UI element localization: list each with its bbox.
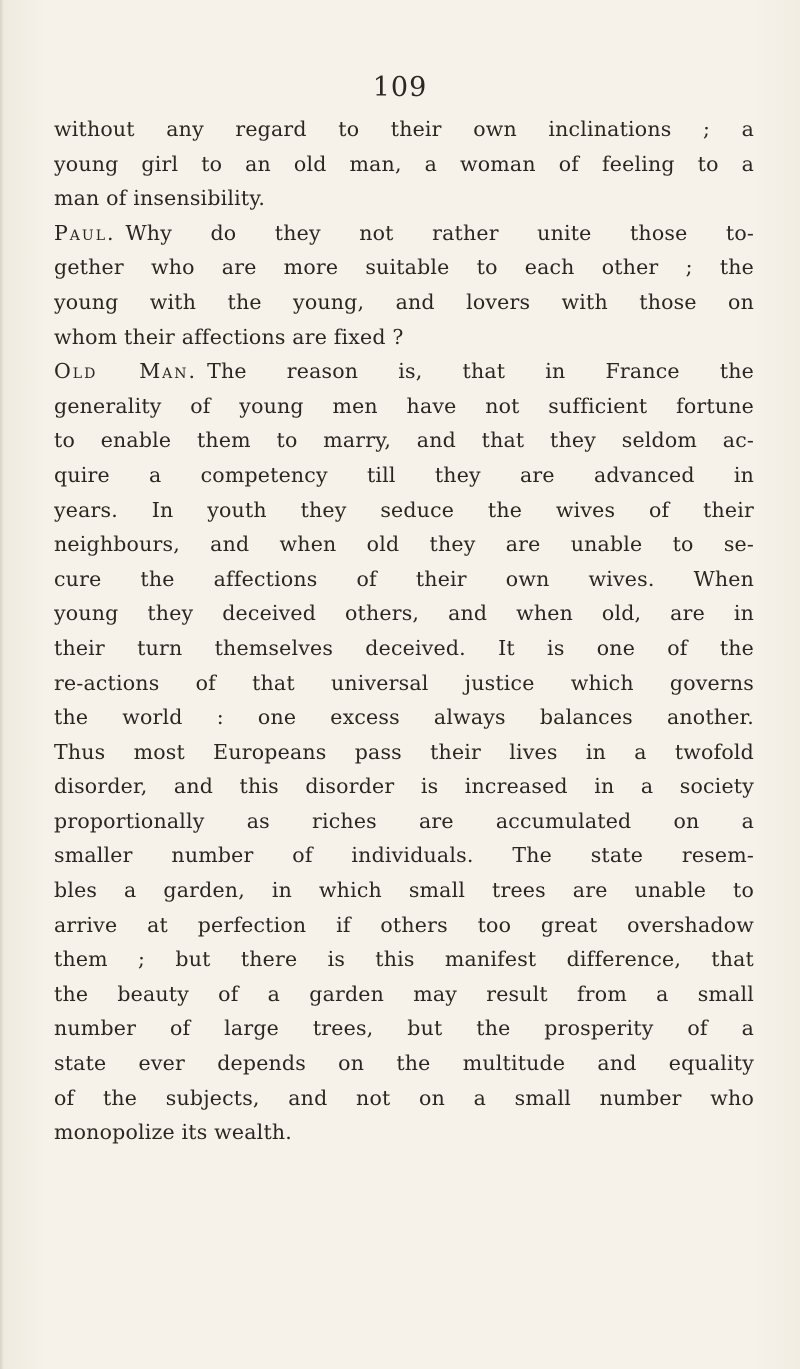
- text-line: their turn themselves deceived. It is one of the: [54, 635, 754, 660]
- speaker-name: Paul.: [54, 220, 116, 245]
- text-line: quire a competency till they are advanced in: [54, 462, 754, 487]
- text-line: without any regard to their own inclinations ; a: [54, 117, 754, 141]
- text-line: generality of young men have not sufficient fortune: [54, 393, 754, 418]
- line-text: The reason is, that in France the: [207, 359, 754, 384]
- speaker-name: Old Man.: [54, 359, 198, 384]
- text-line: of the subjects, and not on a small number who: [54, 1085, 754, 1110]
- line-text: Why do they not rather unite those to-: [125, 220, 754, 245]
- text-line: young with the young, and lovers with those on: [54, 289, 754, 314]
- text-line: gether who are more suitable to each other ; the: [54, 255, 754, 280]
- text-line: neighbours, and when old they are unable to se-: [54, 532, 754, 557]
- text-line: the world : one excess always balances another.: [54, 705, 754, 730]
- text-line: them ; but there is this manifest difference, that: [54, 947, 754, 972]
- body-text: [54, 112, 754, 1150]
- text-line: number of large trees, but the prosperity of a: [54, 1016, 754, 1041]
- text-line: proportionally as riches are accumulated on a: [54, 808, 754, 833]
- text-line: young girl to an old man, a woman of feeling to a: [54, 151, 754, 176]
- text-line: young they deceived others, and when old, are in: [54, 601, 754, 626]
- text-line: monopolize its wealth.: [54, 1120, 292, 1145]
- page-gutter: [0, 0, 4, 1369]
- page-number: 109: [372, 72, 428, 103]
- text-line: man of insensibility.: [54, 186, 266, 211]
- text-line: whom their affections are fixed ?: [54, 324, 404, 349]
- text-line: arrive at perfection if others too great overshadow: [54, 912, 754, 937]
- text-line: cure the affections of their own wives. When: [54, 566, 754, 591]
- text-line: re-actions of that universal justice which governs: [54, 670, 754, 695]
- text-line: the beauty of a garden may result from a small: [54, 981, 754, 1006]
- text-line: smaller number of individuals. The state resem-: [54, 843, 754, 868]
- text-line: [54, 216, 754, 251]
- text-line: Thus most Europeans pass their lives in a twofold: [54, 739, 754, 764]
- text-line: to enable them to marry, and that they seldom ac-: [54, 428, 754, 453]
- text-line: [54, 354, 754, 389]
- text-line: state ever depends on the multitude and equality: [54, 1051, 754, 1076]
- text-line: disorder, and this disorder is increased in a society: [54, 774, 754, 799]
- text-line: years. In youth they seduce the wives of their: [54, 497, 754, 522]
- text-line: bles a garden, in which small trees are unable to: [54, 878, 754, 903]
